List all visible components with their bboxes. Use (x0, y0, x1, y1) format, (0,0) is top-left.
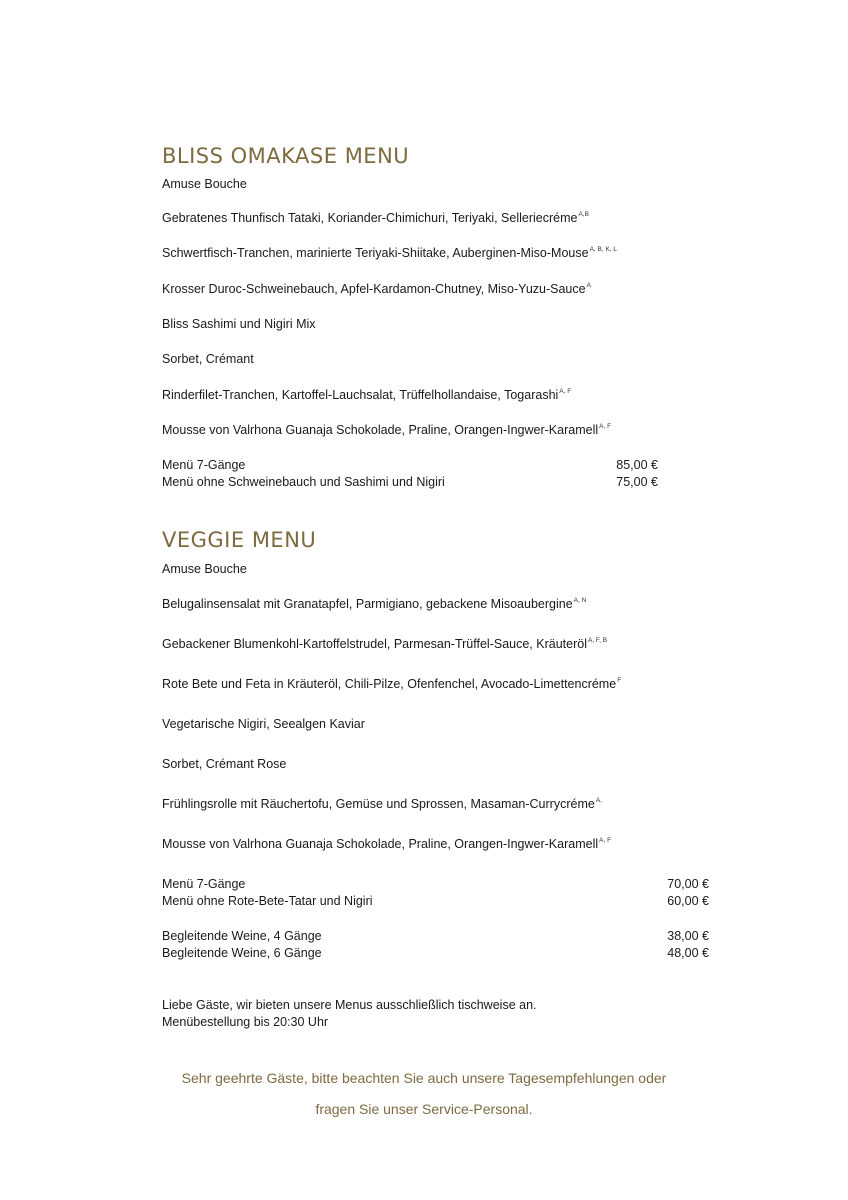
veggie-price-label-1: Menü 7-Gänge (162, 877, 246, 891)
allergen-note: A, F (559, 388, 572, 395)
veggie-course-8: Mousse von Valrhona Guanaja Schokolade, Praline, Orangen-Ingwer-Karamell$^{A, F}$ (162, 837, 612, 851)
allergen-note: A (586, 282, 591, 289)
allergen-note: A, F, B (587, 637, 608, 644)
omakase-course-1: Amuse Bouche (162, 177, 247, 191)
allergen-note: A, B, K, L (589, 246, 618, 253)
allergen-note: A, (595, 797, 602, 804)
omakase-course-6: Sorbet, Crémant (162, 352, 254, 366)
allergen-note: A, F (599, 837, 612, 844)
veggie-price-label-2: Menü ohne Rote-Bete-Tatar und Nigiri (162, 894, 373, 908)
omakase-price-2: 75,00 € (616, 475, 658, 489)
wine-price-label-1: Begleitende Weine, 4 Gänge (162, 929, 322, 943)
veggie-course-1: Amuse Bouche (162, 562, 247, 576)
veggie-course-4: Rote Bete und Feta in Kräuteröl, Chili-Pilze, Ofenfenchel, Avocado-Limettencréme$^F$ (162, 677, 622, 691)
veggie-course-5: Vegetarische Nigiri, Seealgen Kaviar (162, 717, 365, 731)
omakase-price-label-1: Menü 7-Gänge (162, 458, 246, 472)
allergen-note: A,B (578, 211, 589, 218)
omakase-course-2: Gebratenes Thunfisch Tataki, Koriander-Chimichuri, Teriyaki, Selleriecréme$^{A,B}$ (162, 211, 589, 225)
omakase-course-5: Bliss Sashimi und Nigiri Mix (162, 317, 316, 331)
allergen-note: F (617, 677, 622, 684)
veggie-price-2: 60,00 € (667, 894, 709, 908)
veggie-course-7: Frühlingsrolle mit Räuchertofu, Gemüse und Sprossen, Masaman-Currycréme$^{A,}$ (162, 797, 602, 811)
omakase-price-1: 85,00 € (616, 458, 658, 472)
allergen-note: A, N (573, 597, 587, 604)
omakase-course-3: Schwertfisch-Tranchen, marinierte Teriyaki-Shiitake, Auberginen-Miso-Mouse$^{A, B, K, L}$ (162, 246, 618, 260)
footer-note-line-2: fragen Sie unser Service-Personal. (315, 1101, 533, 1117)
wine-price-1: 38,00 € (667, 929, 709, 943)
veggie-course-3: Gebackener Blumenkohl-Kartoffelstrudel, Parmesan-Trüffel-Sauce, Kräuteröl$^{A, F, B}$ (162, 637, 608, 651)
veggie-price-1: 70,00 € (667, 877, 709, 891)
omakase-price-label-2: Menü ohne Schweinebauch und Sashimi und Nigiri (162, 475, 445, 489)
omakase-course-8: Mousse von Valrhona Guanaja Schokolade, Praline, Orangen-Ingwer-Karamell$^{A, F}$ (162, 423, 612, 437)
veggie-course-2: Belugalinsensalat mit Granatapfel, Parmigiano, gebackene Misoaubergine$^{A, N}$ (162, 597, 587, 611)
allergen-note: A, F (599, 423, 612, 430)
footer-note-line-1: Sehr geehrte Gäste, bitte beachten Sie auch unsere Tagesempfehlungen oder (181, 1070, 667, 1086)
omakase-menu-title: BLISS OMAKASE MENU (162, 144, 410, 168)
order-note-line-1: Liebe Gäste, wir bieten unsere Menus ausschließlich tischweise an. (162, 998, 537, 1012)
omakase-course-7: Rinderfilet-Tranchen, Kartoffel-Lauchsalat, Trüffelhollandaise, Togarashi$^{A, F}$ (162, 388, 572, 402)
omakase-course-4: Krosser Duroc-Schweinebauch, Apfel-Kardamon-Chutney, Miso-Yuzu-Sauce$^A$ (162, 282, 591, 296)
order-note-line-2: Menübestellung bis 20:30 Uhr (162, 1015, 329, 1029)
veggie-menu-title: VEGGIE MENU (162, 528, 317, 552)
wine-price-2: 48,00 € (667, 946, 709, 960)
veggie-course-6: Sorbet, Crémant Rose (162, 757, 287, 771)
wine-price-label-2: Begleitende Weine, 6 Gänge (162, 946, 322, 960)
